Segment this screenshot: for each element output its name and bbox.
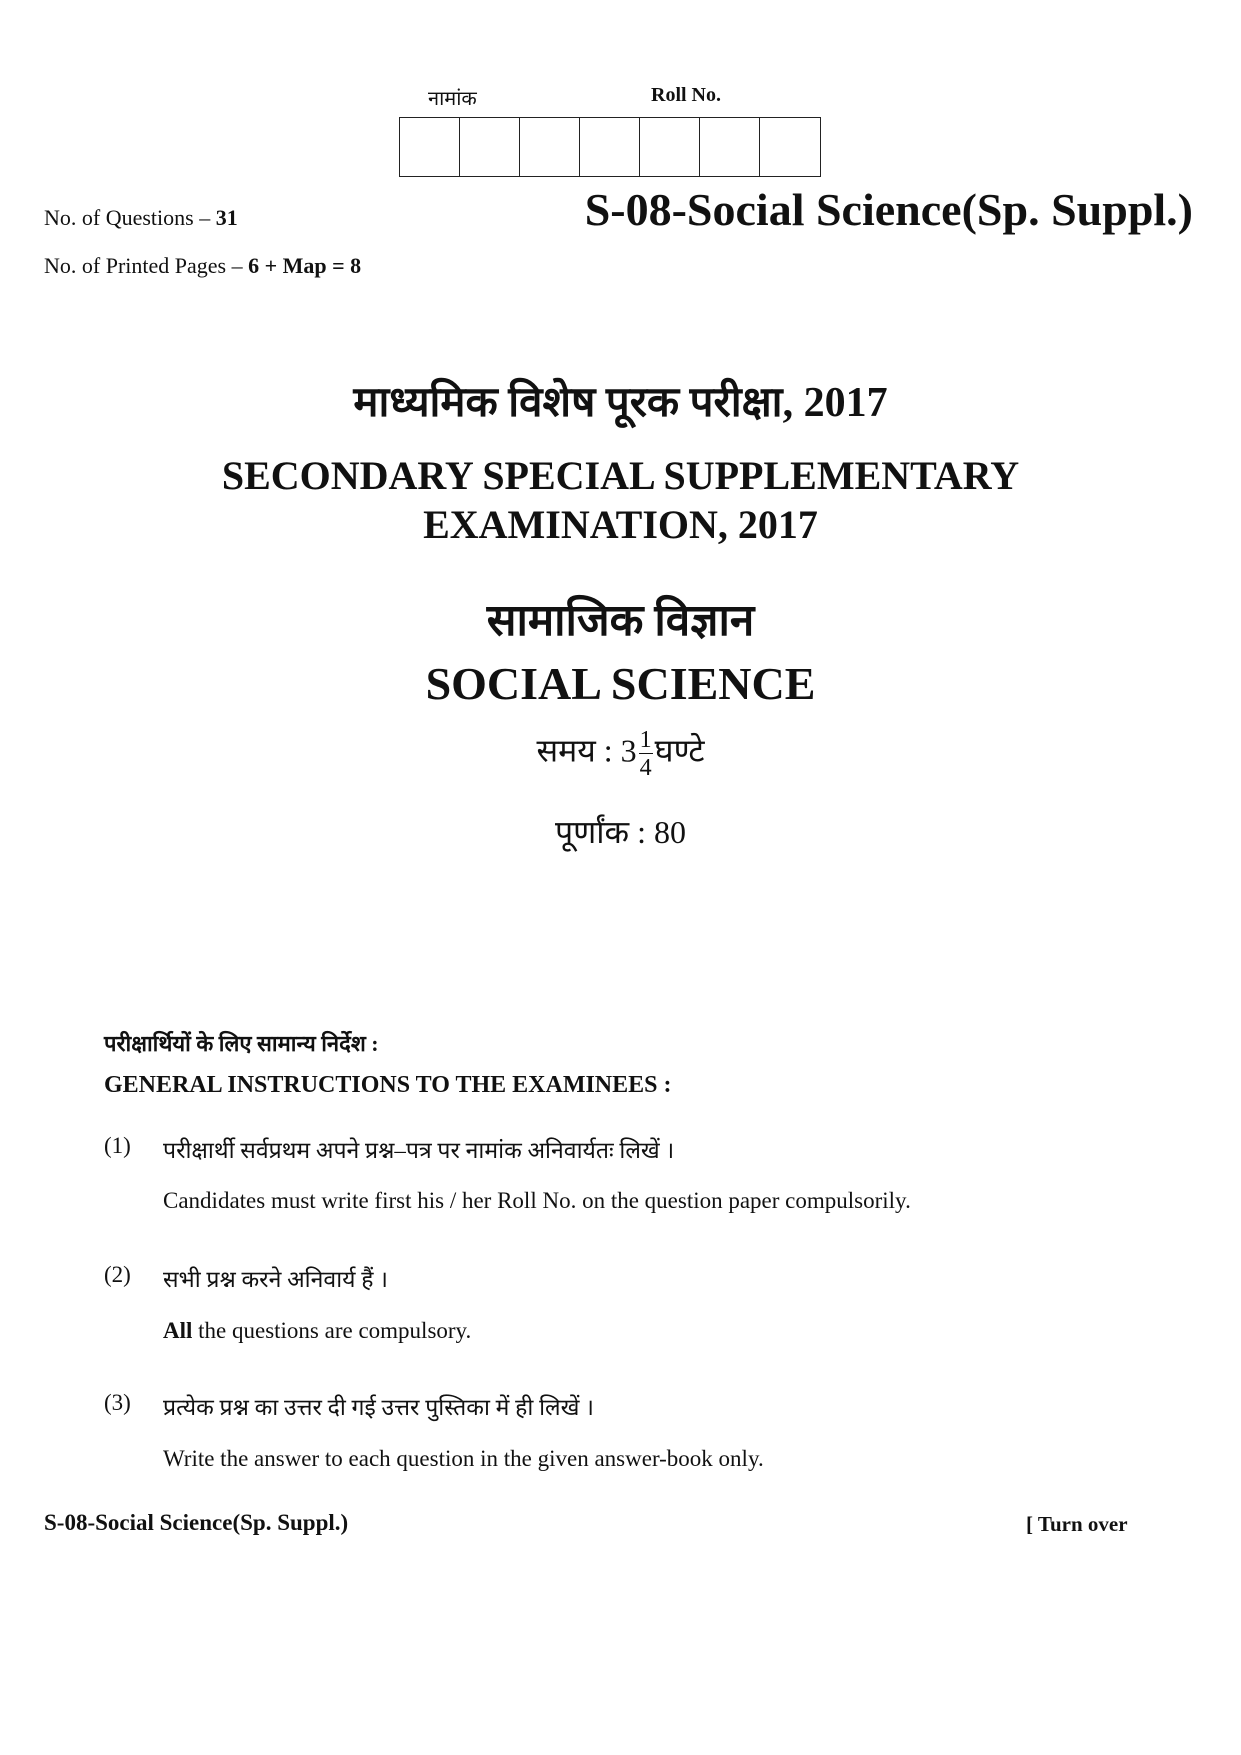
printed-pages	[44, 253, 361, 279]
questions-label: No. of Questions –	[44, 205, 211, 230]
time-whole: 3	[620, 732, 637, 769]
paper-code-title: S-08-Social Science(Sp. Suppl.)	[584, 184, 1193, 235]
pages-label: No. of Printed Pages –	[44, 253, 243, 278]
roll-number-box	[580, 118, 640, 176]
roll-number-box	[520, 118, 580, 176]
questions-count	[44, 205, 238, 231]
questions-value: 31	[215, 205, 238, 230]
time-unit: घण्टे	[654, 732, 705, 769]
instruction-text-english: Candidates must write first his / her Roll No. on the question paper compulsorily.	[163, 1188, 911, 1213]
instruction-text-hindi: परीक्षार्थी सर्वप्रथम अपने प्रश्न–पत्र पर नामांक अनिवार्यतः लिखें ।	[163, 1138, 675, 1163]
roll-label-english: Roll No.	[651, 84, 721, 106]
turn-over-note: [ Turn over	[1026, 1512, 1128, 1536]
footer-paper-code: S-08-Social Science(Sp. Suppl.)	[44, 1510, 349, 1535]
subject-title-english: SOCIAL SCIENCE	[425, 658, 816, 709]
roll-label-hindi: नामांक	[428, 88, 477, 110]
instruction-text-english	[163, 1318, 471, 1344]
instruction-text-english: Write the answer to each question in the given answer-book only.	[163, 1446, 764, 1471]
pages-value: 6 + Map = 8	[248, 253, 362, 278]
instruction-text-hindi: प्रत्येक प्रश्न का उत्तर दी गई उत्तर पुस्तिका में ही लिखें ।	[163, 1395, 594, 1420]
time-fraction	[639, 728, 653, 780]
roll-number-box	[760, 118, 820, 176]
maximum-marks	[0, 810, 1241, 853]
roll-number-boxes	[399, 117, 821, 177]
instruction-emphasis: All	[163, 1318, 193, 1343]
instruction-number: (3)	[104, 1390, 131, 1415]
time-denominator: 4	[639, 755, 652, 781]
time-numerator: 1	[639, 727, 652, 753]
instruction-text-hindi: सभी प्रश्न करने अनिवार्य हैं ।	[163, 1267, 388, 1292]
marks-value: 80	[654, 814, 687, 850]
roll-number-box	[400, 118, 460, 176]
time-allowed	[0, 728, 1241, 780]
exam-title-english-line1: SECONDARY SPECIAL SUPPLEMENTARY	[221, 453, 1020, 498]
roll-number-box	[460, 118, 520, 176]
instruction-rest: the questions are compulsory.	[192, 1318, 472, 1343]
marks-label: पूर्णांक :	[554, 814, 647, 850]
instruction-number: (2)	[104, 1262, 131, 1287]
exam-title-hindi: माध्यमिक विशेष पूरक परीक्षा, 2017	[353, 380, 888, 426]
roll-number-box	[700, 118, 760, 176]
instruction-number: (1)	[104, 1133, 131, 1158]
roll-number-box	[640, 118, 700, 176]
subject-title-hindi: सामाजिक विज्ञान	[486, 596, 755, 645]
instructions-heading-hindi: परीक्षार्थियों के लिए सामान्य निर्देश :	[104, 1031, 379, 1056]
exam-title-english-line2: EXAMINATION, 2017	[423, 502, 818, 547]
instructions-heading-english: GENERAL INSTRUCTIONS TO THE EXAMINEES :	[104, 1072, 672, 1098]
time-label: समय :	[536, 732, 613, 769]
